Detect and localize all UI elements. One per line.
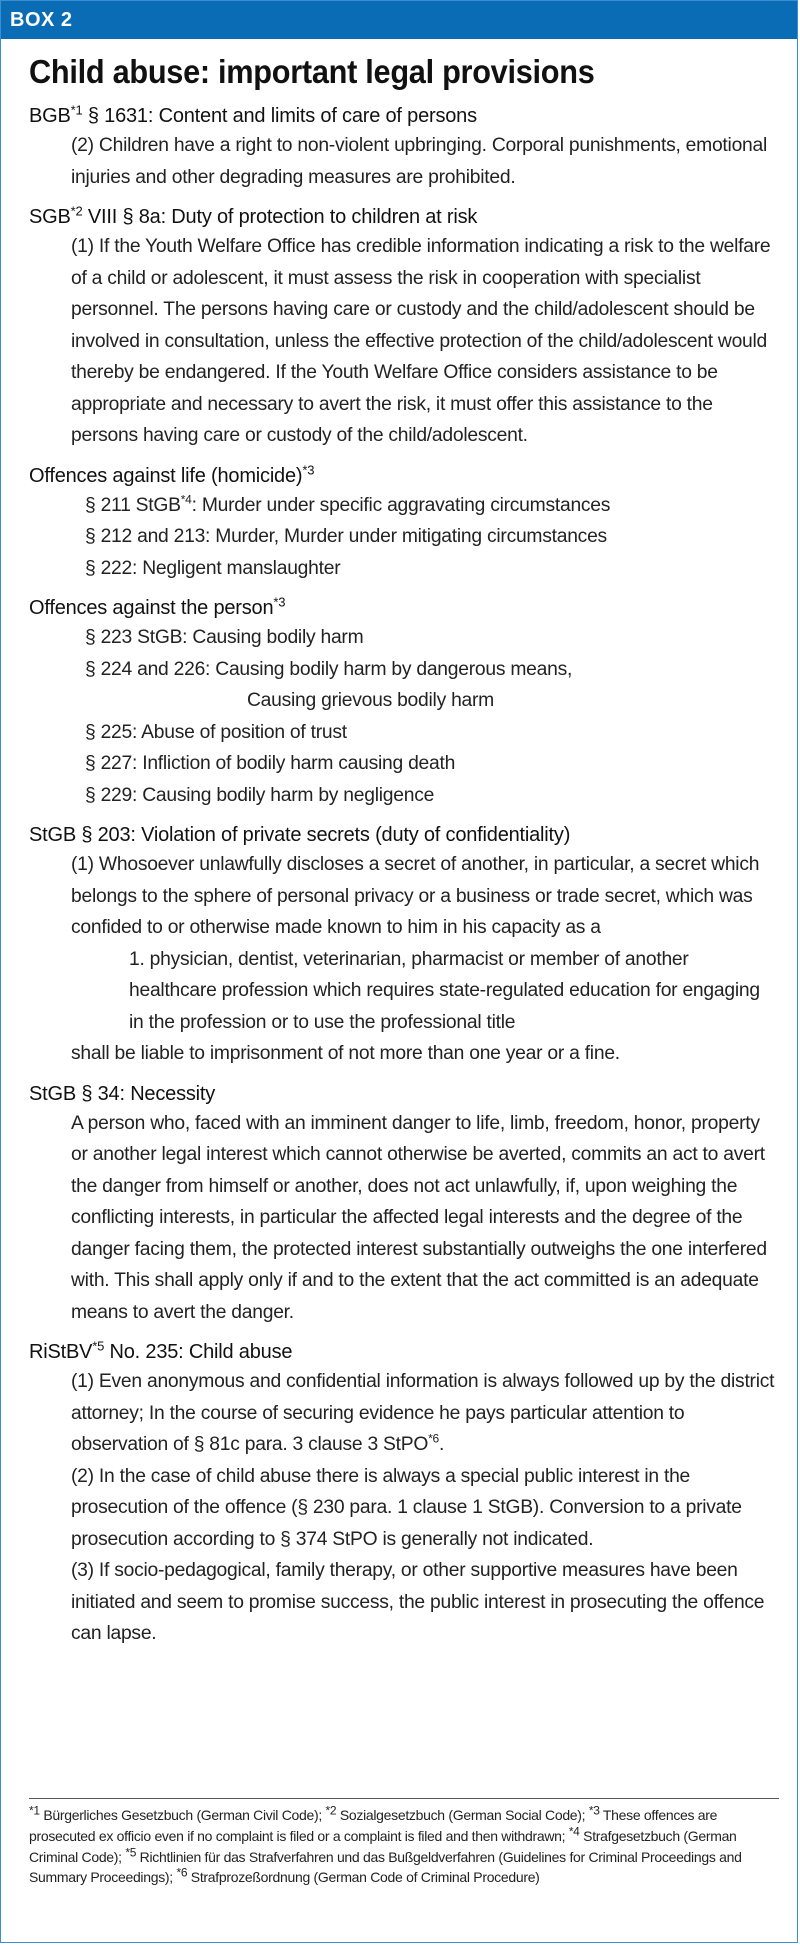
footnotes (29, 1798, 779, 1888)
list-item: § 225: Abuse of position of trust (85, 721, 347, 743)
section-offences-life (29, 463, 779, 585)
page-title: Child abuse: important legal provisions (29, 53, 595, 90)
section-heading: StGB § 34: Necessity (29, 1082, 216, 1105)
list-item-continuation: Causing grievous bodily harm (247, 690, 494, 711)
section-paragraph: (2) In the case of child abuse there is always a special public interest in the prosecution of the offence (§ 230 para. 1 clause 1 StGB). Conversion to a private prosecution according to § 374 StPO is generally not indicated. (71, 1465, 742, 1550)
footnote-marker: *2 (325, 1803, 337, 1818)
list-item: § 223 StGB: Causing bodily harm (85, 627, 364, 648)
footnote-marker: *5 (125, 1844, 137, 1859)
section-paragraph: (1) If the Youth Welfare Office has credible information indicating a risk to the welfare of a child or adolescent, it must assess the risk in cooperation with specialist personnel. The persons having care or custody and the child/adolescent should be involved in consultation, unless the effective protection of the child/adolescent would thereby be endangered. If the Youth Welfare Office considers assistance to be appropriate and necessary to avert the risk, it must offer this assistance to the persons having care or custody of the child/adolescent. (71, 236, 771, 446)
box-content (1, 39, 797, 1650)
section-ristbv-235 (29, 1339, 779, 1650)
section-heading: RiStBV$^{*5}$ No. 235: Child abuse (29, 1338, 293, 1363)
list-item: § 212 and 213: Murder, Murder under mitigating circumstances (85, 526, 607, 547)
section-paragraph: A person who, faced with an imminent danger to life, limb, freedom, honor, property or another legal interest which cannot otherwise be averted, commits an act to avert the danger from himself or another, does not act unlawfully, if, upon weighing the conflicting interests, in particular the affected legal interests and the degree of the danger facing them, the protected interest substantially outweighs the one interfered with. This shall apply only if and to the extent that the act committed is an adequate means to avert the danger. (71, 1112, 767, 1323)
box-label: BOX 2 (1, 1, 797, 39)
section-stgb-34 (29, 1081, 779, 1329)
section-heading: BGB$^{*1}$ § 1631: Content and limits of care of persons (29, 102, 477, 127)
section-paragraph: (2) Children have a right to non-violent upbringing. Corporal punishments, emotional injuries and other degrading measures are prohibited. (71, 135, 768, 188)
provision-list (85, 490, 779, 585)
section-paragraph: shall be liable to imprisonment of not more than one year or a fine. (71, 1043, 620, 1064)
section-heading: StGB § 203: Violation of private secrets (duty of confidentiality) (29, 824, 571, 846)
footnote-text: Strafprozeßordnung (German Code of Criminal Procedure) (187, 1869, 540, 1886)
footnote-marker: *3 (588, 1803, 600, 1818)
footnote-text: Strafgesetzbuch (German Criminal Code); (29, 1827, 737, 1865)
footnote-marker: *4 (568, 1824, 580, 1839)
footnote-marker: *6 (176, 1865, 188, 1880)
list-item: § 211 StGB$^{*4}$: Murder under specific aggravating circumstances (85, 492, 611, 516)
provision-list (85, 622, 779, 811)
footnote-marker: *1 (29, 1803, 40, 1818)
numbered-item: 1. physician, dentist, veterinarian, pharmacist or member of another healthcare profession which requires state-regulated education for engaging in the profession or to use the professional title (129, 948, 760, 1033)
section-heading: Offences against life (homicide)$^{*3}$ (29, 461, 315, 487)
section-bgb-1631 (29, 103, 779, 193)
section-stgb-203 (29, 822, 779, 1070)
footnote-text: Bürgerliches Gesetzbuch (German Civil Code); (39, 1807, 326, 1823)
list-item: § 224 and 226: Causing bodily harm by dangerous means, (85, 658, 573, 680)
section-heading: SGB$^{*2}$ VIII § 8a: Duty of protection to children at risk (29, 203, 478, 228)
section-heading: Offences against the person$^{*3}$ (29, 594, 286, 619)
section-paragraph: (1) Even anonymous and confidential information is always followed up by the district attorney; In the course of securing evidence he pays particular attention to observation of § 81c para. 3 clause 3 StPO$^{*6}$. (71, 1371, 775, 1455)
section-offences-person (29, 595, 779, 811)
footnote-text: Richtlinien für das Strafverfahren und das Bußgeldverfahren (Guidelines for Criminal Proceedings and Summary Proceedings); (29, 1848, 742, 1886)
section-paragraph: (1) Whosoever unlawfully discloses a secret of another, in particular, a secret which belongs to the sphere of personal privacy or a business or trade secret, which was confided to or otherwise made known to him in his capacity as a (71, 854, 760, 938)
list-item: § 227: Infliction of bodily harm causing death (85, 753, 456, 774)
list-item: § 229: Causing bodily harm by negligence (85, 784, 435, 806)
footnote-text: Sozialgesetzbuch (German Social Code); (336, 1807, 589, 1823)
section-sgb-8a (29, 204, 779, 452)
footnote-text: These offences are prosecuted ex officio even if no complaint is filed or a complaint is filed and then withdrawn; (29, 1807, 718, 1844)
list-item: § 222: Negligent manslaughter (85, 557, 341, 579)
section-paragraph: (3) If socio-pedagogical, family therapy, or other supportive measures have been initiated and seem to promise success, the public interest in prosecuting the offence can lapse. (71, 1560, 765, 1644)
